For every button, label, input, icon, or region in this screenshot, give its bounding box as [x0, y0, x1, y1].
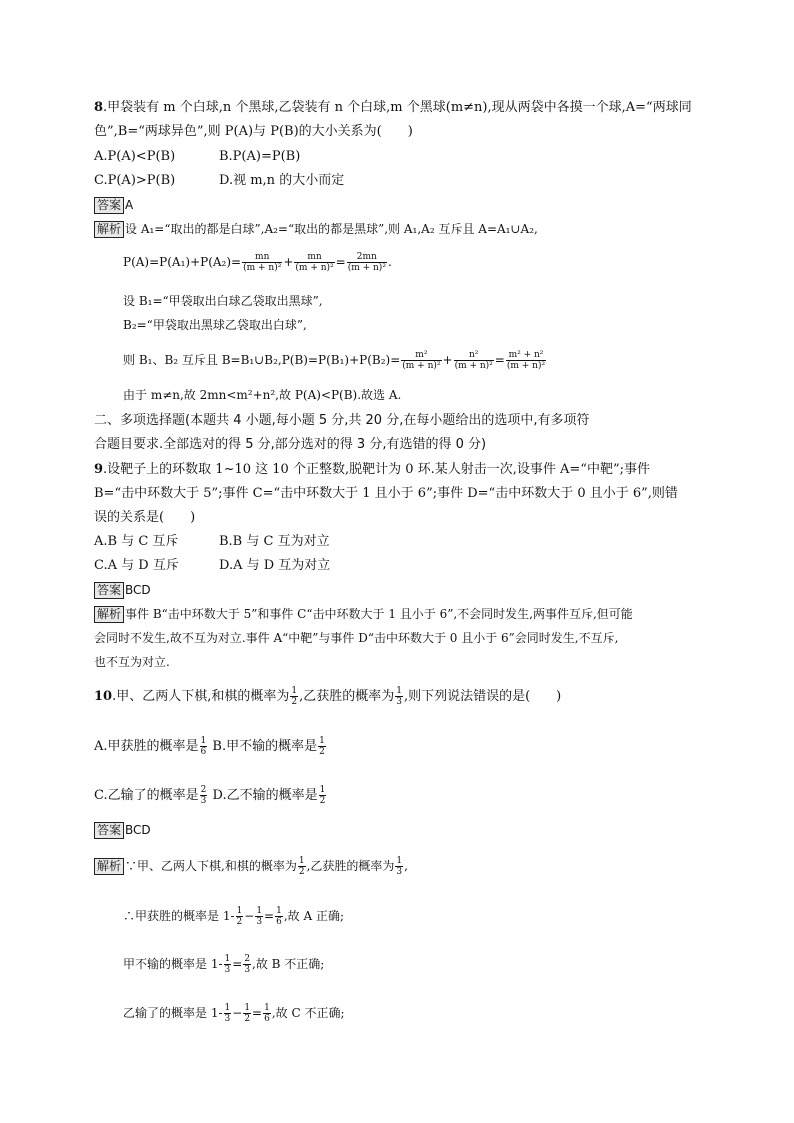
fraction: $\frac{2mn}{\text{(m + n)²}}$ [347, 252, 386, 273]
q9-stem-line2: B=“击中环数大于 5”;事件 C=“击中环数大于 1 且小于 6”;事件 D=“击中环数大于 0 且小于 6”,则错 [94, 486, 678, 501]
q8-b2-definition: B₂=“甲袋取出黑球乙袋取出白球”, [123, 318, 307, 332]
fraction: $\frac{1}{2}$ [236, 906, 243, 927]
q9-option-d: D.A 与 D 互为对立 [219, 558, 331, 573]
q9-option-c: C.A 与 D 互斥 [94, 558, 179, 573]
q8-conclusion: 由于 m≠n,故 2mn<m²+n²,故 P(A)<P(B).故选 A. [123, 388, 402, 402]
section-heading-line1: 二、多项选择题(本题共 4 小题,每小题 5 分,共 20 分,在每小题给出的选项中,有多项符 [94, 413, 590, 428]
fraction: $\frac{1}{2}$ [298, 856, 305, 877]
fraction: $\frac{1}{6}$ [264, 1003, 270, 1024]
q8-option-a: A.P(A)<P(B) [94, 149, 176, 164]
analysis-tag: 解析 [94, 858, 124, 875]
q10-number: 10 [94, 689, 113, 704]
fraction: $\frac{\text{n²}}{\text{(m + n)²}}$ [454, 350, 493, 371]
q9-analysis-line2: 会同时不发生,故不互为对立.事件 A“中靶”与事件 D“击中环数大于 0 且小于 6”会同时发生,不互斥, [94, 631, 619, 645]
fraction: $\frac{1}{2}$ [319, 736, 325, 757]
fraction: $\frac{1}{6}$ [200, 736, 207, 757]
q9-stem-line3: 误的关系是( ) [94, 510, 196, 525]
fraction: $\frac{mn}{\text{(m + n)²}}$ [243, 252, 282, 273]
q9-stem-line1: 9.设靶子上的环数取 1~10 这 10 个正整数,脱靶计为 0 环.某人射击一次,设事件 A=“中靶”;事件 [94, 462, 650, 477]
fraction: $\frac{1}{3}$ [396, 856, 403, 877]
fraction: $\frac{1}{2}$ [244, 1003, 251, 1024]
q10-reason-c: 乙输了的概率是 1- $\frac{1}{3}$ − $\frac{1}{2}$ = $\frac{1}{6}$ ,故 C 不正确; [123, 1003, 345, 1024]
fraction: $\frac{2}{3}$ [200, 785, 207, 806]
q8-b1-definition: 设 B₁=“甲袋取出白球乙袋取出黑球”, [123, 294, 323, 308]
fraction: $\frac{1}{3}$ [396, 686, 402, 707]
q8-option-d: D.视 m,n 的大小而定 [219, 173, 345, 188]
answer-value: A [125, 198, 134, 212]
q8-option-c: C.P(A)>P(B) [94, 173, 176, 188]
answer-tag: 答案 [94, 582, 124, 599]
q8-stem-line2: 色”,B=“两球异色”,则 P(A)与 P(B)的大小关系为( ) [94, 124, 413, 139]
q9-number: 9 [94, 462, 104, 477]
q9-answer [94, 581, 151, 600]
q8-equation-pb: 则 B₁、B₂ 互斥且 B=B₁∪B₂,P(B)=P(B₁)+P(B₂)= $\frac{\text{m²}}{\text{(m + n)²}}$ + $\frac{\text{n²}}{\text{(m + n)²}}$ = $\frac{\text{m² + n²}}{\text{(m + n)²}}$ [123, 350, 546, 371]
q10-option-d: D.乙不输的概率是 [208, 788, 318, 803]
q9-analysis-line3: 也不互为对立. [94, 655, 170, 669]
section-heading-line2: 合题目要求.全部选对的得 5 分,部分选对的得 3 分,有选错的得 0 分) [94, 437, 487, 452]
fraction: $\frac{2}{3}$ [244, 954, 251, 975]
q8-analysis-line1: 解析 设 A₁=“取出的都是白球”,A₂=“取出的都是黑球”,则 A₁,A₂ 互斥且 A=A₁∪A₂, [94, 220, 538, 238]
q9-option-a: A.B 与 C 互斥 [94, 534, 179, 549]
answer-tag: 答案 [94, 822, 124, 839]
q10-answer [94, 821, 151, 840]
fraction: $\frac{\text{m² + n²}}{\text{(m + n)²}}$ [506, 350, 546, 371]
q10-options-ab [94, 736, 327, 757]
q8-answer [94, 196, 133, 215]
q8-stem-line1: 8.甲袋装有 m 个白球,n 个黑球,乙袋装有 n 个白球,m 个黑球(m≠n),现从两袋中各摸一个球,A=“两球同 [94, 100, 692, 115]
q10-option-c: C.乙输了的概率是 [94, 788, 199, 803]
fraction: $\frac{1}{6}$ [276, 906, 282, 927]
q8-equation-pa: P(A)=P(A₁)+P(A₂)= $\frac{mn}{\text{(m + n)²}}$ + $\frac{mn}{\text{(m + n)²}}$ = $\frac{2mn}{\text{(m + n)²}}$ . [123, 252, 392, 273]
analysis-tag: 解析 [94, 221, 124, 238]
fraction: $\frac{1}{2}$ [291, 686, 298, 707]
answer-value: BCD [125, 583, 151, 597]
q10-options-cd [94, 785, 327, 806]
fraction: $\frac{1}{3}$ [224, 954, 231, 975]
q10-reason-a: ∴甲获胜的概率是 1- $\frac{1}{2}$ − $\frac{1}{3}$ = $\frac{1}{6}$ ,故 A 正确; [123, 906, 344, 927]
analysis-tag: 解析 [94, 606, 124, 623]
q9-analysis-line1: 解析 事件 B“击中环数大于 5”和事件 C“击中环数大于 1 且小于 6”,不会同时发生,两事件互斥,但可能 [94, 605, 633, 623]
fraction: $\frac{\text{m²}}{\text{(m + n)²}}$ [402, 350, 441, 371]
q8-option-b: B.P(A)=P(B) [219, 149, 301, 164]
q10-option-b: B.甲不输的概率是 [208, 739, 318, 754]
q10-option-a: A.甲获胜的概率是 [94, 739, 199, 754]
q8-number: 8 [94, 100, 104, 115]
fraction: $\frac{mn}{\text{(m + n)²}}$ [295, 252, 334, 273]
q10-stem: 10.甲、乙两人下棋,和棋的概率为 $\frac{1}{2}$ ,乙获胜的概率为 $\frac{1}{3}$ ,则下列说法错误的是( ) [94, 686, 562, 707]
fraction: $\frac{1}{3}$ [224, 1003, 231, 1024]
q10-reason-b: 甲不输的概率是 1- $\frac{1}{3}$ = $\frac{2}{3}$ ,故 B 不正确; [123, 954, 325, 975]
answer-tag: 答案 [94, 197, 124, 214]
q9-option-b: B.B 与 C 互为对立 [219, 534, 330, 549]
fraction: $\frac{1}{3}$ [256, 906, 263, 927]
q10-analysis-line1: 解析 ∵甲、乙两人下棋,和棋的概率为 $\frac{1}{2}$ ,乙获胜的概率为 $\frac{1}{3}$ , [94, 856, 408, 877]
answer-value: BCD [125, 823, 151, 837]
fraction: $\frac{1}{2}$ [319, 785, 326, 806]
